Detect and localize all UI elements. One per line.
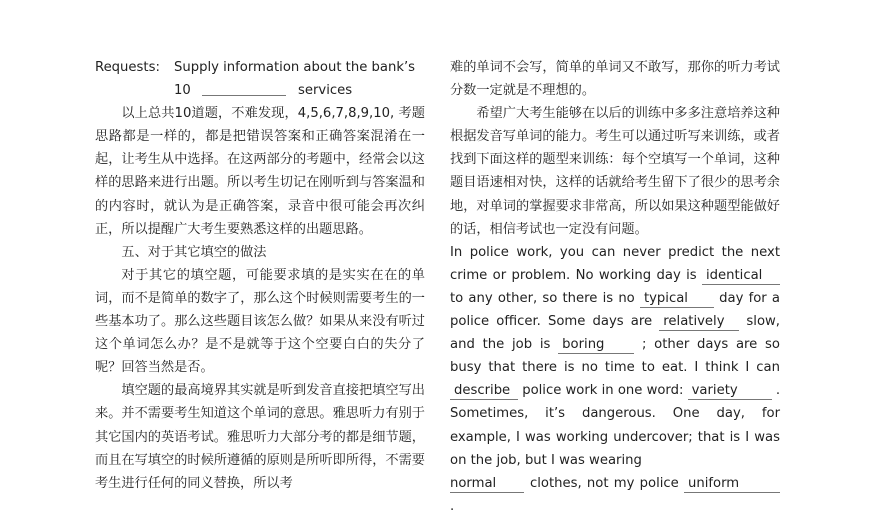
answer-blank: describe <box>450 382 518 400</box>
passage-text: day for a police officer. Some days are <box>450 290 780 330</box>
answer-blank: variety <box>688 382 772 400</box>
requests-label: Requests: <box>95 60 160 75</box>
left-paragraph-1: 以上总共10道题，不难发现，4,5,6,7,8,9,10, 考题思路都是一样的，都是把错误答案和正确答案混淆在一起，让考生从中选择。在这两部分的考题中，经常会以这样的思路来进行出题。所以考生切记在刚听到与答案温和的内容时，就认为是正确答案，录音中很可能会再次纠正，所以提醒广大考生要熟悉这样的出题思路。 <box>95 106 425 237</box>
left-column <box>95 56 425 495</box>
passage-text: . <box>450 498 455 514</box>
passage-text: . Sometimes, it’s dangerous. One day, for example, I was working undercover; that is I was on the job, but I was wearing <box>450 383 781 468</box>
answer-blank: normal <box>450 475 524 493</box>
answer-blank: typical <box>640 290 714 308</box>
section-heading: 五、对于其它填空的做法 <box>121 244 267 260</box>
passage-text: In police work, you can never predict the next crime or problem. No working day is <box>450 244 780 283</box>
answer-blank: boring <box>558 336 634 354</box>
left-paragraph-2: 对于其它的填空题，可能要求填的是实实在在的单词，而不是简单的数字了，那么这个时候则需要考生的一些基本功了。那么这些题目该怎么做？如果从来没有听过这个单词怎么办？是不是就等于这个空要白白的失分了呢？回答当然是否。 <box>95 267 425 376</box>
police-passage <box>450 241 780 518</box>
passage-text: to any other, so there is no <box>450 290 640 306</box>
requests-line <box>95 56 425 79</box>
answer-blank: relatively <box>659 313 739 331</box>
right-paragraph-2: 希望广大考生能够在以后的训练中多多注意培养这种根据发音写单词的能力。考生可以通过听写来训练，或者找到下面这样的题型来训练：每个空填写一个单词，这种题目语速相对快，这样的话就给考生留下了很少的思考余地，对单词的掌握要求非常高，所以如果这种题型能做好的话，相信考试也一定没有问题。 <box>450 106 780 237</box>
passage-text: police work in one word: <box>518 383 688 399</box>
requests-text: Supply information about the bank’s <box>174 60 416 75</box>
requests-services: services <box>298 83 353 99</box>
requests-blank <box>202 81 286 96</box>
requests-line-2 <box>95 79 425 102</box>
left-paragraph-3: 填空题的最高境界其实就是听到发音直接把填空写出来。并不需要考生知道这个单词的意思。雅思听力有别于其它国内的英语考试。雅思听力大部分考的都是细节题，而且在写填空的时候所遵循的原则是所听即所得，不需要考生进行任何的同义替换，所以考 <box>95 383 425 491</box>
right-column <box>450 56 780 518</box>
passage-text: clothes, not my police <box>530 475 684 491</box>
passage-text: slow, and the job is <box>450 314 781 353</box>
passage-text: ; other days are so busy that there is no time to eat. I think I can <box>450 337 780 376</box>
requests-number: 10 <box>174 83 191 99</box>
answer-blank: uniform <box>684 475 780 493</box>
right-paragraph-1: 难的单词不会写，简单的单词又不敢写，那你的听力考试分数一定就是不理想的。 <box>450 60 780 99</box>
answer-blank: identical <box>702 267 780 285</box>
